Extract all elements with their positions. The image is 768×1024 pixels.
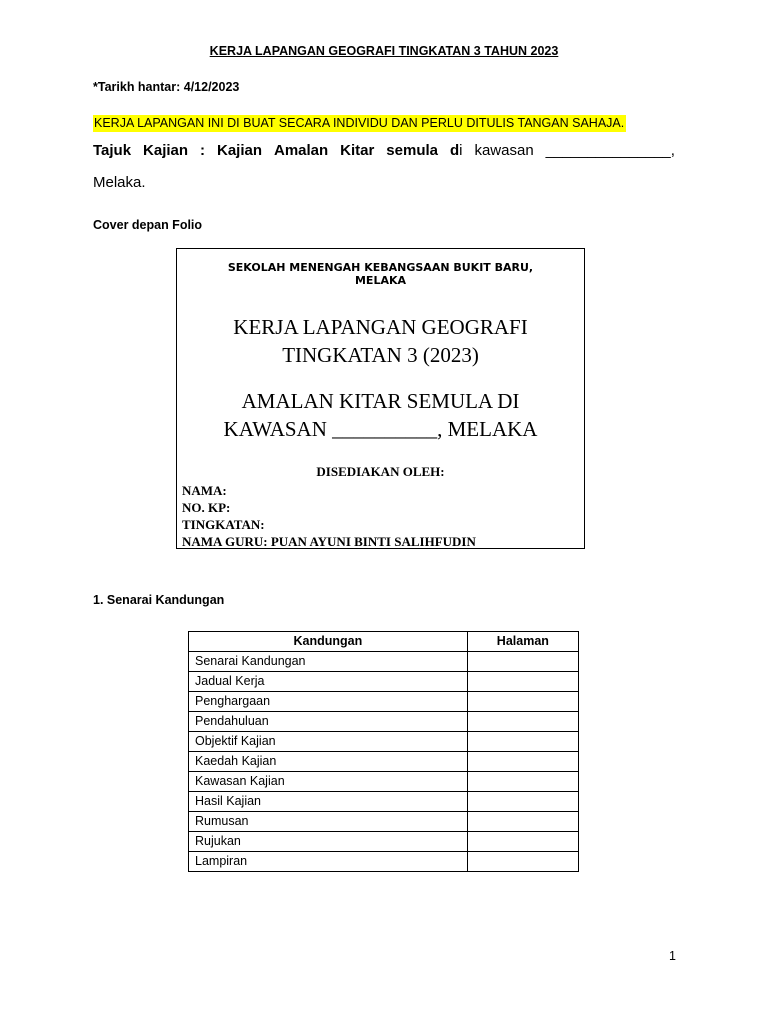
- due-date: *Tarikh hantar: 4/12/2023: [93, 80, 240, 94]
- column-header-contents: Kandungan: [189, 632, 468, 652]
- table-row: Kaedah Kajian: [189, 752, 579, 772]
- table-row: Pendahuluan: [189, 712, 579, 732]
- column-header-page: Halaman: [467, 632, 578, 652]
- prepared-by-label: DISEDIAKAN OLEH:: [316, 464, 445, 479]
- table-row: Rumusan: [189, 812, 579, 832]
- cover-label: Cover depan Folio: [93, 218, 203, 232]
- school-name: SEKOLAH MENENGAH KEBANGSAAN BUKIT BARU, MELAKA: [227, 261, 534, 287]
- field-name: NAMA:: [182, 483, 227, 498]
- table-row: Hasil Kajian: [189, 792, 579, 812]
- document-title: KERJA LAPANGAN GEOGRAFI TINGKATAN 3 TAHUN 2023: [209, 44, 559, 58]
- topic-location: Melaka.: [93, 174, 146, 191]
- table-row: Lampiran: [189, 852, 579, 872]
- cover-subject: AMALAN KITAR SEMULA DI KAWASAN __________, MELAKA: [223, 389, 538, 441]
- table-row: Senarai Kandungan: [189, 652, 579, 672]
- cover-page-box: [176, 248, 585, 549]
- table-row: Jadual Kerja: [189, 672, 579, 692]
- field-form: TINGKATAN:: [182, 517, 265, 532]
- study-topic: Tajuk Kajian : Kajian Amalan Kitar semula di kawasan _______________, Melaka.: [93, 142, 675, 191]
- table-row: Objektif Kajian: [189, 732, 579, 752]
- field-ic-number: NO. KP:: [182, 500, 231, 515]
- cover-fields: [182, 482, 476, 550]
- page-number: 1: [669, 949, 676, 963]
- cover-title: KERJA LAPANGAN GEOGRAFI TINGKATAN 3 (2023): [233, 315, 528, 367]
- table-row: Kawasan Kajian: [189, 772, 579, 792]
- toc-heading: 1. Senarai Kandungan: [93, 593, 225, 607]
- table-row: Rujukan: [189, 832, 579, 852]
- highlighted-notice: KERJA LAPANGAN INI DI BUAT SECARA INDIVIDU DAN PERLU DITULIS TANGAN SAHAJA.: [94, 116, 625, 130]
- table-of-contents: [188, 631, 579, 872]
- field-teacher: NAMA GURU: PUAN AYUNI BINTI SALIHFUDIN: [182, 534, 476, 549]
- table-row: Penghargaan: [189, 692, 579, 712]
